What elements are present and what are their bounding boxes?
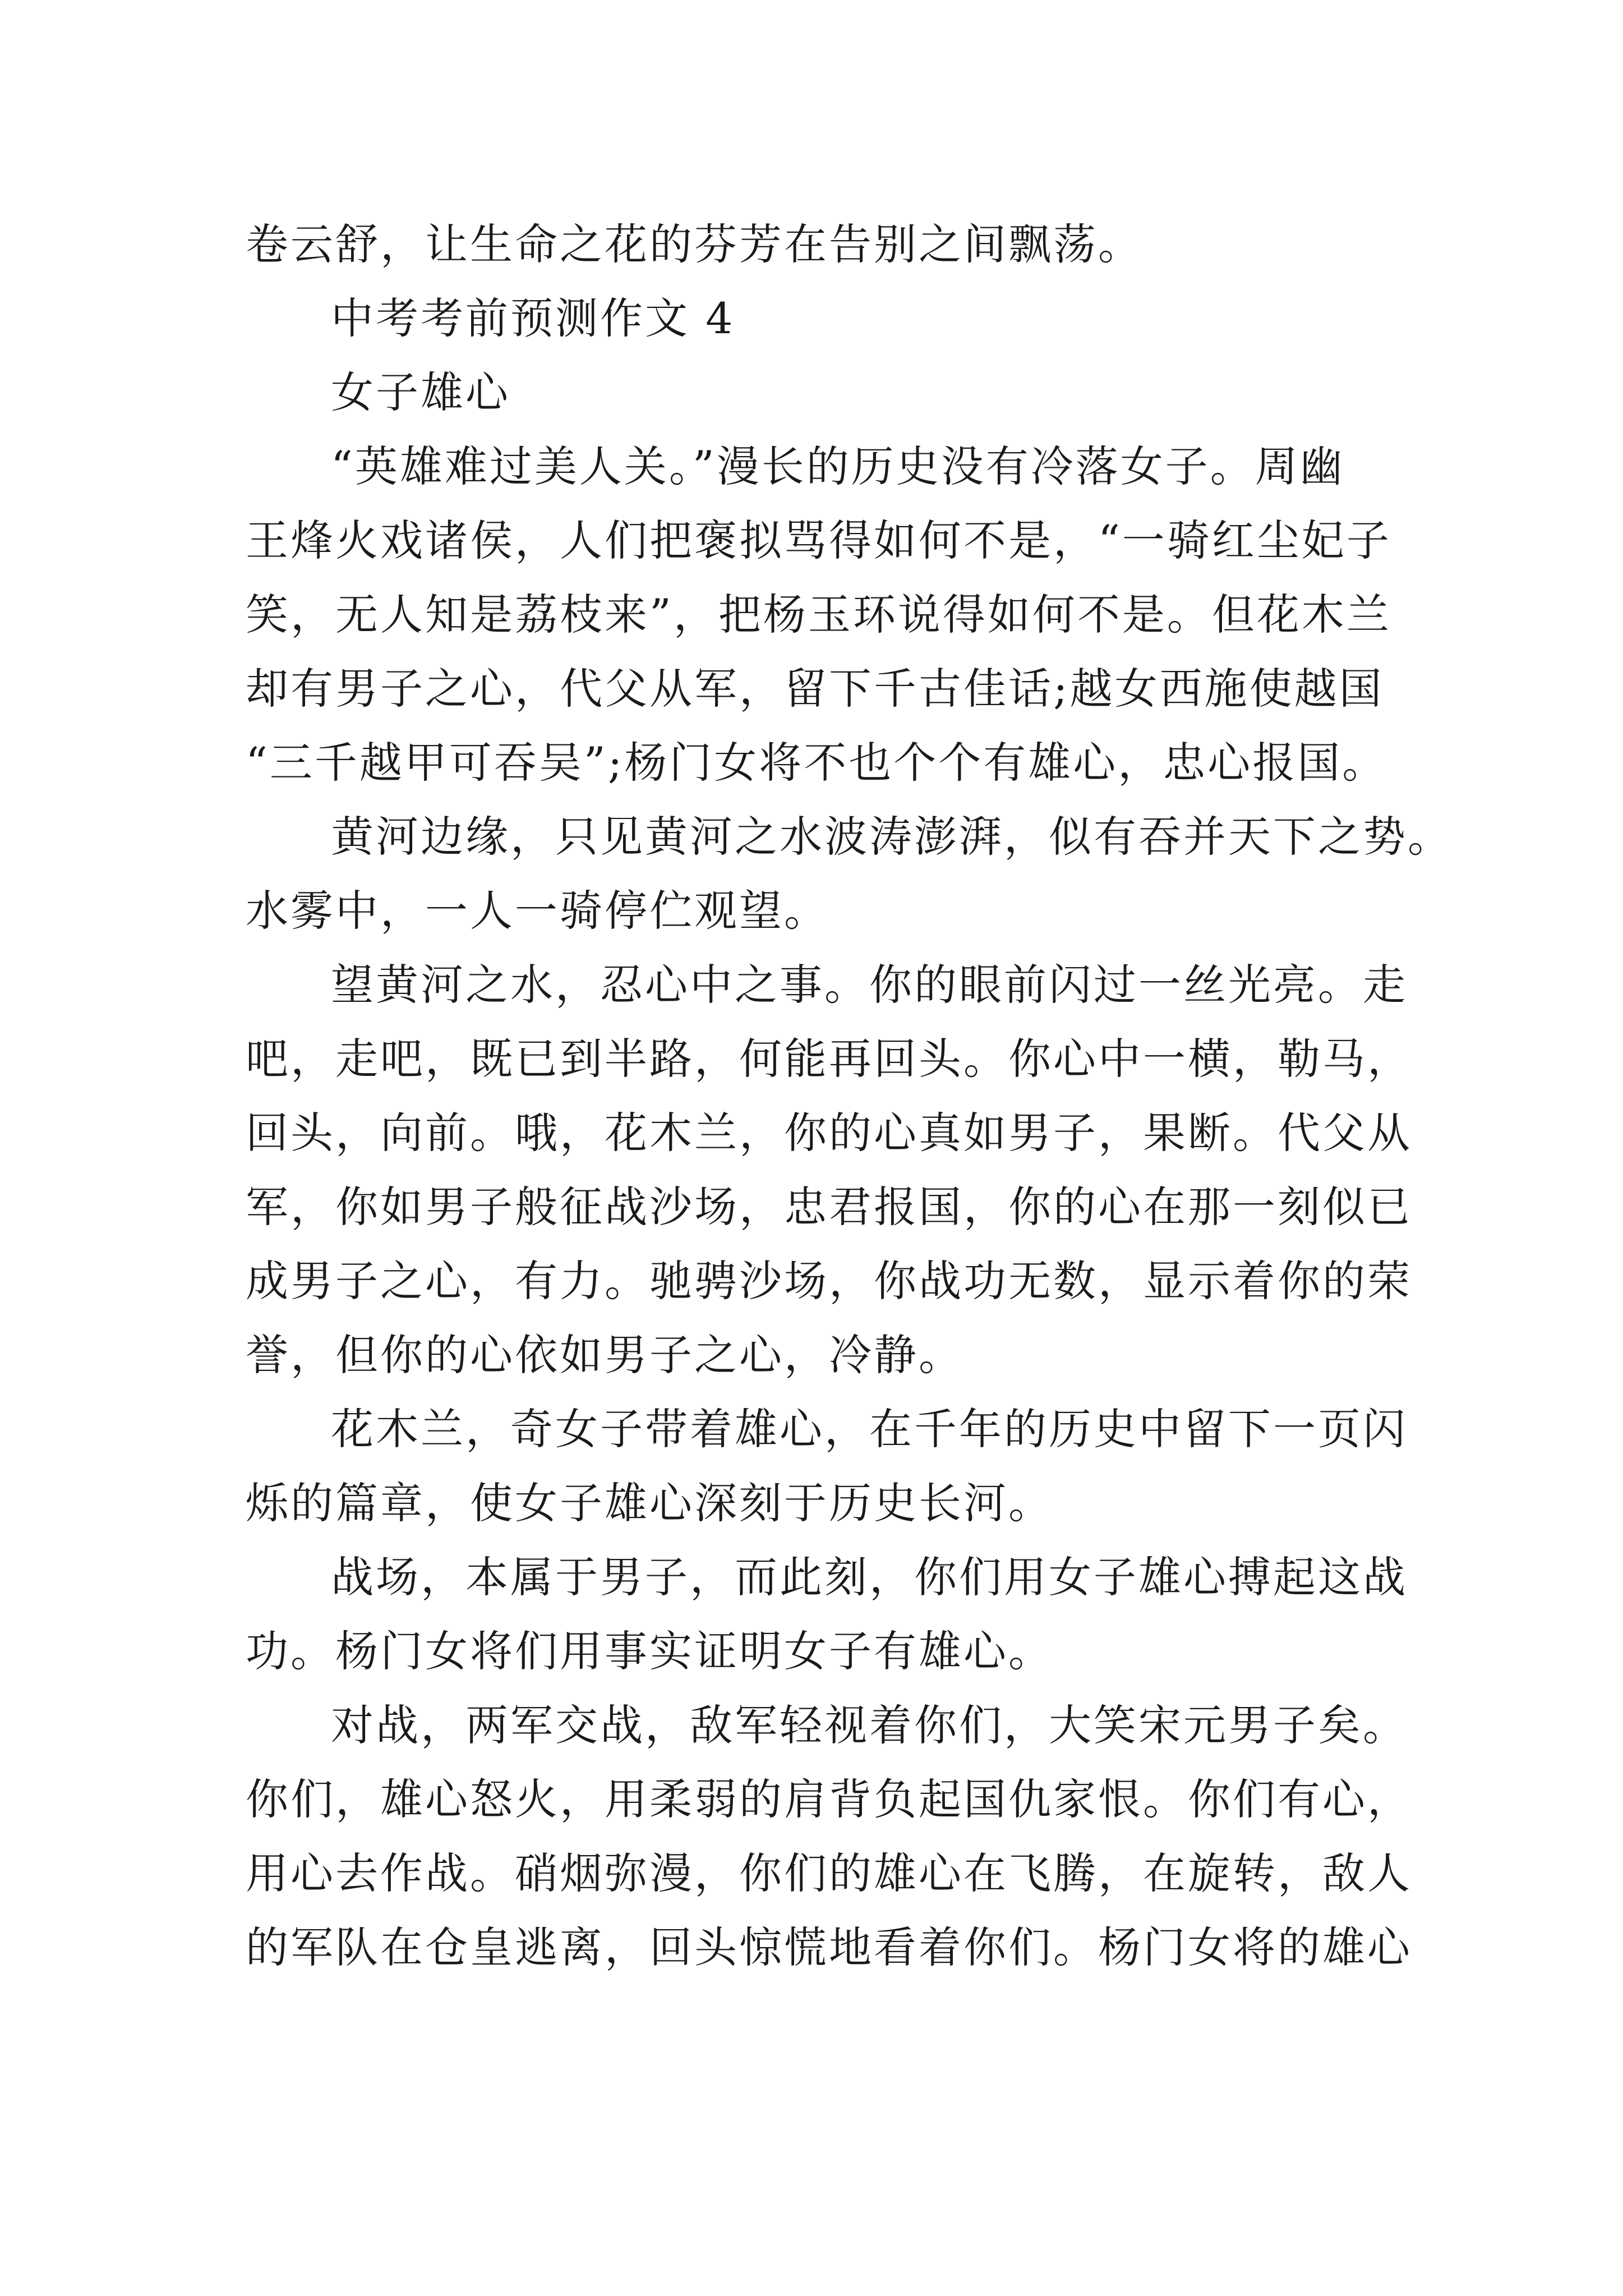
text-line: 誉，但你的心依如男子之心，冷静。 xyxy=(246,1330,963,1380)
text-line: 功。杨门女将们用事实证明女子有雄心。 xyxy=(246,1626,1053,1676)
text-line: 黄河边缘，只见黄河之水波涛澎湃，似有吞并天下之势。 xyxy=(331,812,1453,862)
essay-text xyxy=(246,208,1453,1985)
text-line: 用心去作战。硝烟弥漫，你们的雄心在飞腾，在旋转，敌人 xyxy=(246,1848,1412,1898)
text-line: 卷云舒，让生命之花的芬芳在告别之间飘荡。 xyxy=(246,219,1143,269)
text-line: 花木兰，奇女子带着雄心，在千年的历史中留下一页闪 xyxy=(331,1404,1408,1454)
text-line: 战场，本属于男子，而此刻，你们用女子雄心搏起这战 xyxy=(331,1552,1408,1602)
text-line: “三千越甲可吞吴”;杨门女将不也个个有雄心，忠心报国。 xyxy=(246,738,1387,788)
text-line: 成男子之心，有力。驰骋沙场，你战功无数，显示着你的荣 xyxy=(246,1256,1412,1306)
text-line: 烁的篇章，使女子雄心深刻于历史长河。 xyxy=(246,1478,1053,1528)
text-line: 笑，无人知是荔枝来”，把杨玉环说得如何不是。但花木兰 xyxy=(246,590,1391,639)
text-line: 军，你如男子般征战沙场，忠君报国，你的心在那一刻似已 xyxy=(246,1182,1412,1232)
text-line: 的军队在仓皇逃离，回头惊慌地看着你们。杨门女将的雄心 xyxy=(246,1922,1412,1972)
essay-heading: 中考考前预测作文 4 xyxy=(331,293,735,343)
text-line: 吧，走吧，既已到半路，何能再回头。你心中一横，勒马， xyxy=(246,1034,1412,1084)
text-line: 回头，向前。哦，花木兰，你的心真如男子，果断。代父从 xyxy=(246,1108,1412,1158)
text-line: 却有男子之心，代父从军，留下千古佳话;越女西施使越国 xyxy=(246,664,1384,714)
text-line: 水雾中，一人一骑停伫观望。 xyxy=(246,886,829,936)
text-line: “英雄难过美人关。”漫长的历史没有冷落女子。周幽 xyxy=(331,441,1345,491)
text-line: 望黄河之水，忍心中之事。你的眼前闪过一丝光亮。走 xyxy=(331,960,1408,1010)
essay-title: 女子雄心 xyxy=(331,367,510,417)
text-line: 王烽火戏诸侯，人们把褒拟骂得如何不是，“一骑红尘妃子 xyxy=(246,516,1391,565)
text-line: 对战，两军交战，敌军轻视着你们，大笑宋元男子矣。 xyxy=(331,1700,1408,1750)
text-line: 你们，雄心怒火，用柔弱的肩背负起国仇家恨。你们有心， xyxy=(246,1774,1412,1824)
